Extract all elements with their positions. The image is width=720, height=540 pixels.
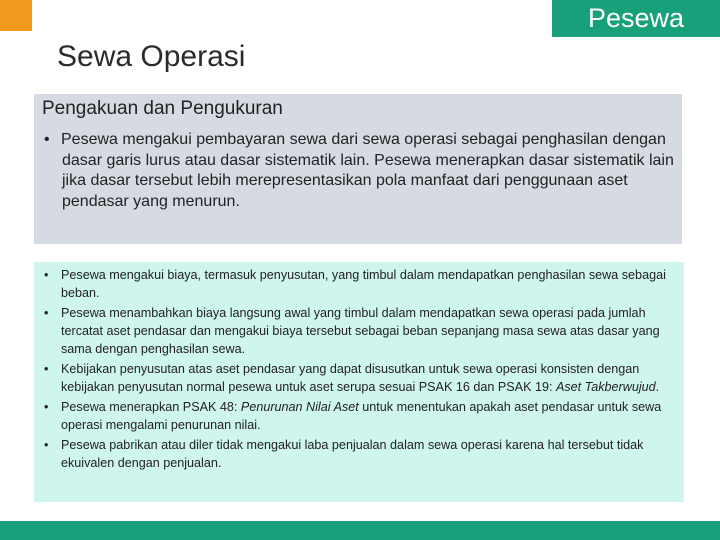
bullet-text: Pesewa mengakui biaya, termasuk penyusutan, yang timbul dalam mendapatkan penghasilan sewa sebagai beban. bbox=[61, 268, 666, 300]
details-box bbox=[34, 262, 684, 502]
bullet-icon: • bbox=[44, 268, 49, 282]
recognition-box bbox=[34, 94, 682, 244]
bullet-text-pre: Pesewa menerapkan PSAK 48: bbox=[61, 400, 241, 414]
bullet-text: Pesewa pabrikan atau diler tidak mengakui laba penjualan dalam sewa operasi karena hal tersebut tidak ekuivalen dengan penjualan. bbox=[61, 438, 644, 470]
list-item bbox=[42, 360, 676, 396]
list-item bbox=[42, 398, 676, 434]
bullet-icon: • bbox=[44, 306, 49, 320]
bullet-icon: • bbox=[44, 400, 49, 414]
list-item bbox=[42, 304, 676, 358]
bullet-icon: • bbox=[44, 438, 49, 452]
section-tag: Pesewa bbox=[552, 0, 720, 37]
bullet-text-italic: Penurunan Nilai Aset bbox=[240, 400, 359, 414]
bullet-icon: • bbox=[44, 362, 49, 376]
bullet-icon: • bbox=[44, 131, 50, 148]
recognition-list bbox=[42, 130, 674, 212]
bullet-text: Pesewa mengakui pembayaran sewa dari sewa operasi sebagai penghasilan dengan dasar garis lurus atau dasar sistematik lain. Pesewa menerapkan dasar sistematik lain jika dasar tersebut lebih merepresentasikan pola manfaat dari penggunaan aset pendasar yang menurun. bbox=[61, 131, 674, 210]
recognition-heading: Pengakuan dan Pengukuran bbox=[42, 98, 283, 119]
details-list bbox=[42, 266, 676, 472]
list-item bbox=[42, 130, 674, 212]
bottom-accent-bar bbox=[0, 521, 720, 540]
bullet-text-italic: Aset Takberwujud bbox=[555, 380, 656, 394]
bullet-text-post: . bbox=[655, 380, 660, 394]
list-item bbox=[42, 266, 676, 302]
slide-title: Sewa Operasi bbox=[57, 40, 246, 73]
bullet-text-post: untuk menentukan apakah aset pendasar untuk sewa operasi mengalami penurunan nilai. bbox=[61, 400, 662, 432]
bullet-text-pre: Kebijakan penyusutan atas aset pendasar yang dapat disusutkan untuk sewa operasi konsisten dengan kebijakan penyusutan normal pesewa untuk aset serupa sesuai PSAK 16 dan PSAK 19: bbox=[61, 362, 640, 394]
list-item bbox=[42, 436, 676, 472]
orange-corner-accent bbox=[0, 0, 32, 31]
bullet-text: Pesewa menambahkan biaya langsung awal yang timbul dalam mendapatkan sewa operasi pada jumlah tercatat aset pendasar dan mengakui biaya tersebut sebagai beban sepanjang masa sewa atas dasar yang sama dengan penghasilan sewa. bbox=[61, 306, 660, 356]
